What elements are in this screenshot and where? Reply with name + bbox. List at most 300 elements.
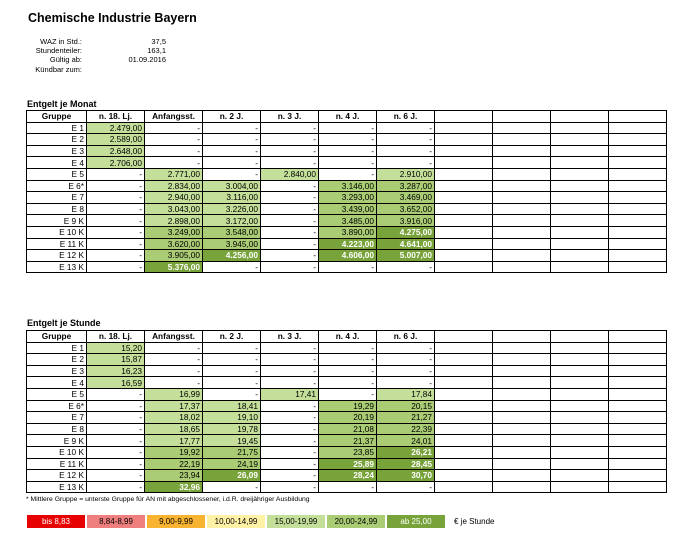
table-row: [27, 342, 667, 354]
info-label: Gültig ab:: [49, 55, 82, 65]
value-cell: -: [377, 354, 435, 366]
value-cell: -: [145, 122, 203, 134]
info-value: 01.09.2016: [128, 55, 166, 65]
value-cell: -: [145, 145, 203, 157]
empty-cell: [551, 168, 609, 180]
table-row: [27, 435, 667, 447]
empty-cell: [493, 481, 551, 493]
value-cell: -: [261, 250, 319, 262]
info-row: [20, 37, 166, 46]
value-cell: 3.249,00: [145, 226, 203, 238]
value-cell: -: [203, 388, 261, 400]
value-cell: 2.648,00: [87, 145, 145, 157]
value-cell: -: [145, 377, 203, 389]
value-cell: -: [261, 458, 319, 470]
value-cell: -: [261, 215, 319, 227]
value-cell: 3.620,00: [145, 238, 203, 250]
empty-cell: [493, 377, 551, 389]
value-cell: -: [87, 203, 145, 215]
empty-cell: [551, 145, 609, 157]
value-cell: 20,19: [319, 412, 377, 424]
hourly-table: [26, 330, 667, 493]
empty-cell: [493, 435, 551, 447]
table-row: [27, 226, 667, 238]
value-cell: -: [319, 481, 377, 493]
value-cell: 4.641,00: [377, 238, 435, 250]
value-cell: 3.916,00: [377, 215, 435, 227]
empty-cell: [435, 111, 493, 123]
value-cell: 3.043,00: [145, 203, 203, 215]
empty-cell: [493, 412, 551, 424]
column-header: Gruppe: [27, 111, 87, 123]
value-cell: 22,39: [377, 423, 435, 435]
group-cell: E 7: [27, 412, 87, 424]
value-cell: -: [319, 122, 377, 134]
value-cell: -: [319, 261, 377, 273]
empty-cell: [493, 458, 551, 470]
empty-cell: [609, 481, 667, 493]
empty-cell: [609, 458, 667, 470]
empty-cell: [609, 388, 667, 400]
empty-cell: [609, 122, 667, 134]
value-cell: -: [319, 377, 377, 389]
empty-cell: [435, 261, 493, 273]
empty-cell: [551, 481, 609, 493]
group-cell: E 1: [27, 342, 87, 354]
value-cell: 17,37: [145, 400, 203, 412]
empty-cell: [609, 203, 667, 215]
empty-cell: [493, 134, 551, 146]
info-row: [20, 46, 166, 55]
value-cell: -: [261, 145, 319, 157]
info-label: Stundenteiler:: [35, 46, 82, 56]
value-cell: 4.275,00: [377, 226, 435, 238]
table-row: [27, 157, 667, 169]
value-cell: -: [261, 238, 319, 250]
empty-cell: [609, 400, 667, 412]
info-label: Kündbar zum:: [35, 64, 82, 74]
value-cell: 3.469,00: [377, 192, 435, 204]
value-cell: -: [377, 157, 435, 169]
column-header: n. 3 J.: [261, 331, 319, 343]
group-cell: E 4: [27, 377, 87, 389]
value-cell: -: [203, 134, 261, 146]
value-cell: -: [377, 365, 435, 377]
value-cell: 2.589,00: [87, 134, 145, 146]
table-row: [27, 180, 667, 192]
empty-cell: [435, 412, 493, 424]
value-cell: 3.890,00: [319, 226, 377, 238]
value-cell: -: [319, 134, 377, 146]
empty-cell: [551, 446, 609, 458]
value-cell: -: [377, 342, 435, 354]
empty-cell: [493, 238, 551, 250]
empty-cell: [551, 388, 609, 400]
value-cell: 24,19: [203, 458, 261, 470]
value-cell: -: [203, 122, 261, 134]
empty-cell: [435, 180, 493, 192]
group-cell: E 6*: [27, 400, 87, 412]
value-cell: 17,84: [377, 388, 435, 400]
value-cell: -: [319, 354, 377, 366]
empty-cell: [551, 157, 609, 169]
value-cell: -: [261, 470, 319, 482]
value-cell: -: [87, 470, 145, 482]
value-cell: 19,10: [203, 412, 261, 424]
group-cell: E 7: [27, 192, 87, 204]
table-row: [27, 481, 667, 493]
value-cell: 23,94: [145, 470, 203, 482]
column-header: n. 18. Lj.: [87, 331, 145, 343]
value-cell: -: [319, 157, 377, 169]
empty-cell: [435, 145, 493, 157]
empty-cell: [493, 226, 551, 238]
group-cell: E 4: [27, 157, 87, 169]
group-cell: E 13 K: [27, 481, 87, 493]
empty-cell: [609, 238, 667, 250]
value-cell: -: [261, 342, 319, 354]
empty-cell: [609, 354, 667, 366]
legend-swatch: ab 25,00: [386, 514, 446, 529]
empty-cell: [551, 470, 609, 482]
value-cell: -: [87, 192, 145, 204]
info-value: 37,5: [151, 37, 166, 46]
empty-cell: [609, 145, 667, 157]
table-row: [27, 145, 667, 157]
table-row: [27, 261, 667, 273]
value-cell: -: [203, 377, 261, 389]
info-value: [82, 65, 166, 74]
value-cell: -: [145, 354, 203, 366]
value-cell: -: [145, 134, 203, 146]
info-row: [20, 55, 166, 64]
value-cell: -: [261, 446, 319, 458]
value-cell: 25,89: [319, 458, 377, 470]
value-cell: -: [145, 365, 203, 377]
value-cell: -: [203, 342, 261, 354]
value-cell: -: [377, 145, 435, 157]
group-cell: E 5: [27, 168, 87, 180]
value-cell: 3.485,00: [319, 215, 377, 227]
info-block: [20, 37, 166, 74]
empty-cell: [551, 226, 609, 238]
table-row: [27, 250, 667, 262]
value-cell: 18,02: [145, 412, 203, 424]
empty-cell: [609, 435, 667, 447]
table-row: [27, 412, 667, 424]
group-cell: E 5: [27, 388, 87, 400]
value-cell: 2.834,00: [145, 180, 203, 192]
value-cell: -: [319, 365, 377, 377]
value-cell: -: [203, 145, 261, 157]
value-cell: -: [87, 168, 145, 180]
empty-cell: [551, 412, 609, 424]
table-row: [27, 470, 667, 482]
table-row: [27, 388, 667, 400]
empty-cell: [435, 203, 493, 215]
empty-cell: [435, 342, 493, 354]
empty-cell: [609, 365, 667, 377]
empty-cell: [493, 215, 551, 227]
value-cell: 2.910,00: [377, 168, 435, 180]
empty-cell: [435, 365, 493, 377]
group-cell: E 12 K: [27, 250, 87, 262]
value-cell: -: [87, 446, 145, 458]
value-cell: 3.293,00: [319, 192, 377, 204]
group-cell: E 8: [27, 203, 87, 215]
group-cell: E 6*: [27, 180, 87, 192]
empty-cell: [551, 458, 609, 470]
value-cell: 3.287,00: [377, 180, 435, 192]
value-cell: -: [87, 435, 145, 447]
value-cell: -: [203, 261, 261, 273]
value-cell: -: [261, 192, 319, 204]
group-cell: E 13 K: [27, 261, 87, 273]
value-cell: -: [87, 261, 145, 273]
value-cell: 21,75: [203, 446, 261, 458]
value-cell: -: [203, 481, 261, 493]
value-cell: 3.905,00: [145, 250, 203, 262]
empty-cell: [435, 134, 493, 146]
value-cell: -: [261, 122, 319, 134]
empty-cell: [551, 435, 609, 447]
empty-cell: [493, 203, 551, 215]
table-header-row: [27, 331, 667, 343]
column-header: n. 4 J.: [319, 331, 377, 343]
value-cell: -: [261, 134, 319, 146]
value-cell: -: [377, 481, 435, 493]
value-cell: -: [203, 168, 261, 180]
table-row: [27, 203, 667, 215]
empty-cell: [551, 250, 609, 262]
empty-cell: [493, 342, 551, 354]
empty-cell: [551, 111, 609, 123]
empty-cell: [435, 157, 493, 169]
value-cell: -: [319, 342, 377, 354]
info-value: 163,1: [147, 46, 166, 56]
value-cell: -: [87, 458, 145, 470]
hourly-section-title: Entgelt je Stunde: [27, 318, 101, 328]
value-cell: 19,78: [203, 423, 261, 435]
empty-cell: [609, 215, 667, 227]
value-cell: 4.223,00: [319, 238, 377, 250]
value-cell: 4.606,00: [319, 250, 377, 262]
value-cell: 18,41: [203, 400, 261, 412]
empty-cell: [493, 446, 551, 458]
value-cell: -: [261, 157, 319, 169]
value-cell: -: [203, 354, 261, 366]
empty-cell: [551, 342, 609, 354]
value-cell: -: [87, 481, 145, 493]
column-header: n. 2 J.: [203, 111, 261, 123]
value-cell: -: [261, 481, 319, 493]
value-cell: 19,29: [319, 400, 377, 412]
group-cell: E 11 K: [27, 238, 87, 250]
empty-cell: [493, 145, 551, 157]
value-cell: -: [87, 180, 145, 192]
empty-cell: [435, 168, 493, 180]
value-cell: 21,08: [319, 423, 377, 435]
empty-cell: [551, 238, 609, 250]
table-row: [27, 354, 667, 366]
value-cell: 5.007,00: [377, 250, 435, 262]
empty-cell: [435, 192, 493, 204]
group-cell: E 10 K: [27, 446, 87, 458]
column-header: n. 4 J.: [319, 111, 377, 123]
table-row: [27, 423, 667, 435]
value-cell: 3.172,00: [203, 215, 261, 227]
empty-cell: [551, 134, 609, 146]
empty-cell: [493, 157, 551, 169]
footnote: * Mittlere Gruppe = unterste Gruppe für AN mit abgeschlossener, i.d.R. dreijähriger Ausbildung: [26, 496, 310, 503]
empty-cell: [493, 261, 551, 273]
value-cell: 30,70: [377, 470, 435, 482]
column-header: n. 18. Lj.: [87, 111, 145, 123]
value-cell: -: [87, 238, 145, 250]
value-cell: -: [261, 423, 319, 435]
value-cell: -: [145, 157, 203, 169]
legend-swatch: 8,84-8,99: [86, 514, 146, 529]
color-legend: [26, 514, 494, 529]
value-cell: 2.771,00: [145, 168, 203, 180]
empty-cell: [493, 331, 551, 343]
table-row: [27, 192, 667, 204]
value-cell: 15,20: [87, 342, 145, 354]
empty-cell: [435, 377, 493, 389]
empty-cell: [551, 180, 609, 192]
empty-cell: [493, 180, 551, 192]
value-cell: -: [261, 365, 319, 377]
table-row: [27, 458, 667, 470]
value-cell: 26,21: [377, 446, 435, 458]
value-cell: 23,85: [319, 446, 377, 458]
value-cell: -: [261, 412, 319, 424]
value-cell: 2.940,00: [145, 192, 203, 204]
empty-cell: [551, 203, 609, 215]
empty-cell: [435, 458, 493, 470]
empty-cell: [493, 388, 551, 400]
value-cell: 22,19: [145, 458, 203, 470]
value-cell: 2.479,00: [87, 122, 145, 134]
empty-cell: [551, 261, 609, 273]
column-header: n. 2 J.: [203, 331, 261, 343]
empty-cell: [609, 134, 667, 146]
empty-cell: [609, 261, 667, 273]
empty-cell: [609, 342, 667, 354]
value-cell: 32,96: [145, 481, 203, 493]
value-cell: 18,65: [145, 423, 203, 435]
empty-cell: [609, 423, 667, 435]
empty-cell: [609, 157, 667, 169]
value-cell: 4.256,00: [203, 250, 261, 262]
empty-cell: [609, 331, 667, 343]
value-cell: -: [261, 354, 319, 366]
value-cell: -: [377, 134, 435, 146]
value-cell: 3.116,00: [203, 192, 261, 204]
empty-cell: [435, 238, 493, 250]
value-cell: -: [261, 377, 319, 389]
empty-cell: [493, 168, 551, 180]
legend-swatch: 15,00-19,99: [266, 514, 326, 529]
legend-swatch: 20,00-24,99: [326, 514, 386, 529]
empty-cell: [609, 412, 667, 424]
empty-cell: [609, 470, 667, 482]
empty-cell: [609, 250, 667, 262]
value-cell: -: [319, 145, 377, 157]
legend-swatch: bis 8,83: [26, 514, 86, 529]
empty-cell: [435, 400, 493, 412]
empty-cell: [435, 215, 493, 227]
value-cell: -: [319, 168, 377, 180]
value-cell: 26,09: [203, 470, 261, 482]
value-cell: -: [319, 388, 377, 400]
value-cell: -: [145, 342, 203, 354]
empty-cell: [493, 250, 551, 262]
value-cell: 2.840,00: [261, 168, 319, 180]
value-cell: 3.146,00: [319, 180, 377, 192]
group-cell: E 9 K: [27, 435, 87, 447]
empty-cell: [609, 446, 667, 458]
empty-cell: [493, 122, 551, 134]
value-cell: -: [377, 122, 435, 134]
value-cell: 17,41: [261, 388, 319, 400]
table-row: [27, 168, 667, 180]
value-cell: 24,01: [377, 435, 435, 447]
table-row: [27, 400, 667, 412]
empty-cell: [435, 481, 493, 493]
value-cell: 3.004,00: [203, 180, 261, 192]
value-cell: -: [87, 400, 145, 412]
value-cell: -: [261, 226, 319, 238]
value-cell: 3.439,00: [319, 203, 377, 215]
empty-cell: [435, 354, 493, 366]
value-cell: -: [203, 365, 261, 377]
empty-cell: [551, 192, 609, 204]
empty-cell: [551, 400, 609, 412]
value-cell: 16,23: [87, 365, 145, 377]
value-cell: -: [261, 400, 319, 412]
table-row: [27, 238, 667, 250]
group-cell: E 12 K: [27, 470, 87, 482]
column-header: n. 6 J.: [377, 331, 435, 343]
empty-cell: [435, 435, 493, 447]
value-cell: 28,45: [377, 458, 435, 470]
group-cell: E 3: [27, 145, 87, 157]
empty-cell: [609, 192, 667, 204]
empty-cell: [435, 446, 493, 458]
value-cell: -: [261, 435, 319, 447]
value-cell: -: [87, 388, 145, 400]
column-header: Anfangsst.: [145, 331, 203, 343]
table-row: [27, 134, 667, 146]
group-cell: E 9 K: [27, 215, 87, 227]
value-cell: 15,87: [87, 354, 145, 366]
table-header-row: [27, 111, 667, 123]
empty-cell: [435, 470, 493, 482]
value-cell: 3.226,00: [203, 203, 261, 215]
group-cell: E 11 K: [27, 458, 87, 470]
group-cell: E 1: [27, 122, 87, 134]
value-cell: 16,99: [145, 388, 203, 400]
value-cell: 2.706,00: [87, 157, 145, 169]
empty-cell: [551, 331, 609, 343]
value-cell: 19,45: [203, 435, 261, 447]
group-cell: E 2: [27, 354, 87, 366]
value-cell: 16,59: [87, 377, 145, 389]
value-cell: -: [261, 261, 319, 273]
value-cell: -: [87, 423, 145, 435]
empty-cell: [493, 470, 551, 482]
